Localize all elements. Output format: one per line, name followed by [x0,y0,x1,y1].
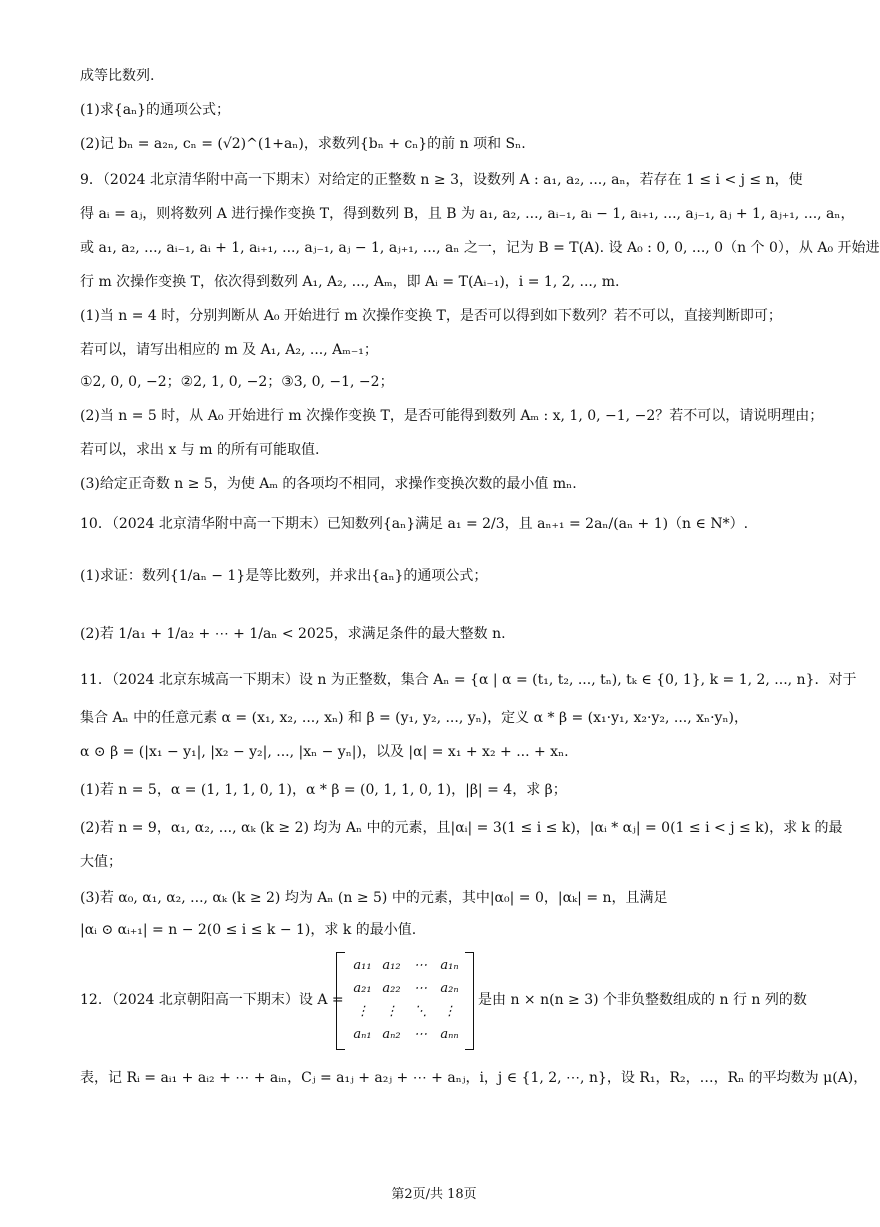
problem-9-line: 9．（2024 北京清华附中高一下期末）对给定的正整数 n ≥ 3，设数列 A : a₁, a₂, ..., aₙ，若存在 1 ≤ i < j ≤ n，使 [80,172,803,188]
text-line: 得 aᵢ = aⱼ，则将数列 A 进行操作变换 T，得到数列 B，且 B 为 a₁, a₂, ..., aᵢ₋₁, aᵢ − 1, aᵢ₊₁, ..., aⱼ₋₁, aⱼ + 1, aⱼ₊₁, ..., aₙ， [80,206,855,222]
text-line: 成等比数列. [80,68,155,84]
text-line: (2)若 1/a₁ + 1/a₂ + ⋯ + 1/aₙ < 2025，求满足条件的最大整数 n. [80,626,506,642]
text-line: (1)若 n = 5，α = (1, 1, 1, 0, 1)，α * β = (0, 1, 1, 0, 1)，|β| = 4，求 β； [80,782,567,798]
text-line: (3)若 α₀, α₁, α₂, ..., αₖ (k ≥ 2) 均为 Aₙ (n ≥ 5) 中的元素，其中|α₀| = 0，|αₖ| = n，且满足 [80,890,668,906]
text-line: (2)当 n = 5 时，从 A₀ 开始进行 m 次操作变换 T，是否可能得到数列 Aₘ : x, 1, 0, −1, −2？若不可以，请说明理由； [80,408,824,424]
text-line: 大值； [80,854,122,870]
text-line: |αᵢ ⊙ αᵢ₊₁| = n − 2(0 ≤ i ≤ k − 1)，求 k 的最小值. [80,922,417,938]
text-line: ①2, 0, 0, −2；②2, 1, 0, −2；③3, 0, −1, −2； [80,374,394,390]
page-footer: 第2页/共 18页 [391,1187,477,1202]
matrix-cell: ⋱ [414,1004,427,1019]
problem-12-intro: 12．（2024 北京朝阳高一下期末）设 A = [80,992,344,1008]
matrix-grid [348,954,464,1046]
matrix-cell: a₁ₙ [440,958,459,973]
matrix-cell: aₙ₁ [353,1027,372,1042]
text-line: (1)求证：数列{1/aₙ − 1}是等比数列，并求出{aₙ}的通项公式； [80,568,488,584]
matrix-cell: a₁₂ [382,958,401,973]
text-line: (1)求{aₙ}的通项公式； [80,102,231,118]
matrix-cell: ⋯ [414,981,427,996]
text-line: (1)当 n = 4 时，分别判断从 A₀ 开始进行 m 次操作变换 T，是否可以得到如下数列？若不可以，直接判断即可； [80,308,782,324]
text-line: 集合 Aₙ 中的任意元素 α = (x₁, x₂, ..., xₙ) 和 β = (y₁, y₂, ..., yₙ)，定义 α * β = (x₁·y₁, x₂·y₂, ..., xₙ·yₙ)， [80,710,748,726]
text-line: 或 a₁, a₂, ..., aᵢ₋₁, aᵢ + 1, aᵢ₊₁, ..., aⱼ₋₁, aⱼ − 1, aⱼ₊₁, ..., aₙ 之一，记为 B = T(A). 设 A₀ : 0, 0, ..., 0（n 个 0），从 A₀ 开始进 [80,240,880,256]
matrix-A [336,952,474,1050]
matrix-cell: ⋯ [414,1027,427,1042]
matrix-left-bracket [336,952,345,1050]
matrix-cell: a₂₁ [353,981,372,996]
text-line: (3)给定正奇数 n ≥ 5，为使 Aₘ 的各项均不相同，求操作变换次数的最小值 mₙ. [80,476,577,492]
text-line: 若可以，请写出相应的 m 及 A₁, A₂, ..., Aₘ₋₁； [80,342,378,358]
matrix-cell: aₙₙ [440,1027,459,1042]
text-line: (2)记 bₙ = a₂ₙ, cₙ = (√2)^(1+aₙ)，求数列{bₙ + cₙ}的前 n 项和 Sₙ. [80,136,526,152]
matrix-cell: ⋮ [356,1004,369,1019]
text-line: 若可以，求出 x 与 m 的所有可能取值. [80,442,320,458]
matrix-cell: ⋮ [385,1004,398,1019]
matrix-right-bracket [465,952,474,1050]
problem-12-rest: 是由 n × n(n ≥ 3) 个非负整数组成的 n 行 n 列的数 [478,992,807,1008]
text-line: 行 m 次操作变换 T，依次得到数列 A₁, A₂, ..., Aₘ，即 Aᵢ = T(Aᵢ₋₁)，i = 1, 2, ..., m. [80,274,620,290]
text-line: α ⊙ β = (|x₁ − y₁|, |x₂ − y₂|, ..., |xₙ − yₙ|)，以及 |α| = x₁ + x₂ + ... + xₙ. [80,744,569,760]
matrix-cell: a₂ₙ [440,981,459,996]
text-line: (2)若 n = 9，α₁, α₂, ..., αₖ (k ≥ 2) 均为 Aₙ 中的元素，且|αᵢ| = 3(1 ≤ i ≤ k)，|αᵢ * αⱼ| = 0(1 ≤ i < j ≤ k)，求 k 的最 [80,820,843,836]
matrix-cell: a₂₂ [382,981,401,996]
matrix-cell: a₁₁ [353,958,372,973]
matrix-cell: ⋯ [414,958,427,973]
problem-10-line: 10．（2024 北京清华附中高一下期末）已知数列{aₙ}满足 a₁ = 2/3，且 aₙ₊₁ = 2aₙ/(aₙ + 1)（n ∈ N*）. [80,516,749,532]
matrix-cell: aₙ₂ [382,1027,401,1042]
text-line: 表，记 Rᵢ = aᵢ₁ + aᵢ₂ + ⋯ + aᵢₙ，Cⱼ = a₁ⱼ + a₂ⱼ + ⋯ + aₙⱼ，i，j ∈ {1, 2, ⋯, n}，设 R₁，R₂，…，Rₙ 的平均数为 μ(A)， [80,1070,868,1086]
matrix-cell: ⋮ [443,1004,456,1019]
problem-11-line: 11．（2024 北京东城高一下期末）设 n 为正整数，集合 Aₙ = {α | α = (t₁, t₂, ..., tₙ), tₖ ∈ {0, 1}, k = 1, 2, ..., n}．对于 [80,672,857,688]
